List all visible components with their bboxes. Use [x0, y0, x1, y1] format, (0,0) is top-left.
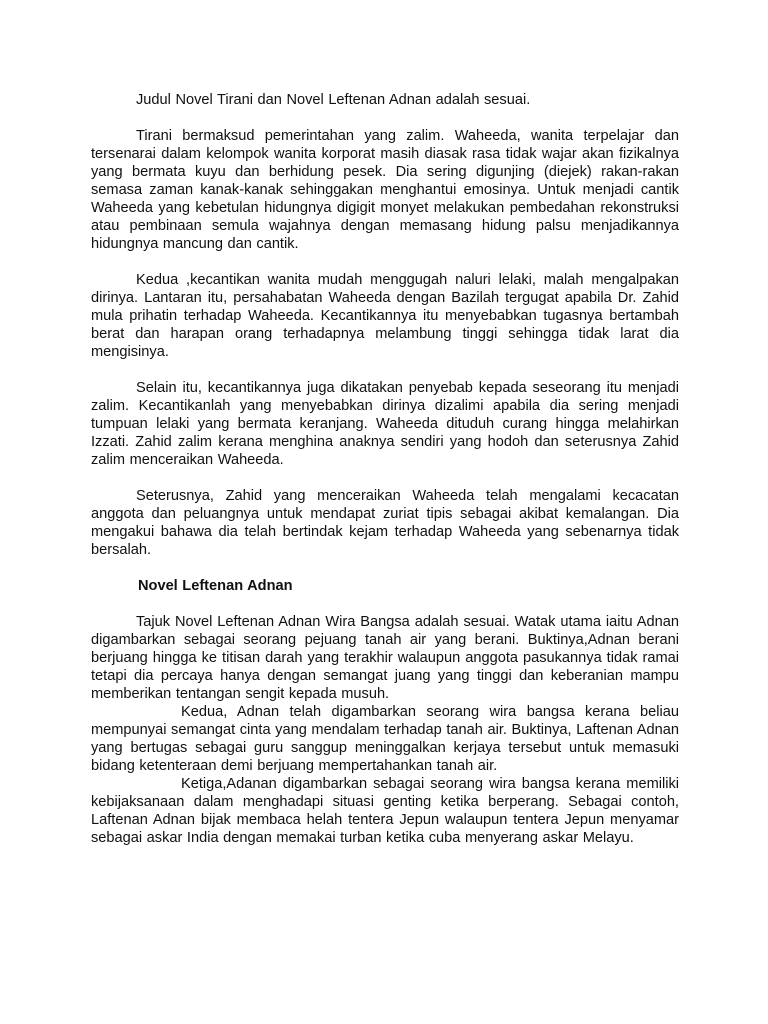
tirani-paragraph-2: Kedua ,kecantikan wanita mudah menggugah naluri lelaki, malah mengalpakan dirinya. Lantaran itu, persahabatan Waheeda dengan Bazilah tergugat apabila Dr. Zahid mula prihatin terhadap Waheeda. Kecantikannya itu menyebabkan tugasnya bertambah berat dan harapan orang terhadapnya melambung tinggi sehingga tidak larat dia mengisinya. — [91, 272, 679, 360]
adnan-paragraph-2: Kedua, Adnan telah digambarkan seorang wira bangsa kerana beliau mempunyai semangat cinta yang mendalam terhadap tanah air. Buktinya, Laftenan Adnan yang bertugas sebagai guru sanggup meninggalkan kerjaya tersebut untuk memasuki bidang ketenteraan demi berjuang mempertahankan tanah air. — [91, 704, 679, 774]
tirani-paragraph-3: Selain itu, kecantikannya juga dikatakan penyebab kepada seseorang itu menjadi zalim. Kecantikanlah yang menyebabkan dirinya dizalimi apabila dia sering menjadi tumpuan lelaki yang bermata keranjang. Waheeda dituduh curang hingga melahirkan Izzati. Zahid zalim kerana menghina anaknya sendiri yang hodoh dan seterusnya Zahid zalim menceraikan Waheeda. — [91, 380, 679, 468]
tirani-paragraph-4: Seterusnya, Zahid yang menceraikan Waheeda telah mengalami kecacatan anggota dan peluangnya untuk mendapat zuriat tipis sebagai akibat kemalangan. Dia mengakui bahawa dia telah bertindak kejam terhadap Waheeda yang sebenarnya tidak bersalah. — [91, 488, 679, 558]
intro-paragraph: Judul Novel Tirani dan Novel Leftenan Adnan adalah sesuai. — [136, 92, 531, 108]
adnan-paragraph-1: Tajuk Novel Leftenan Adnan Wira Bangsa adalah sesuai. Watak utama iaitu Adnan digambarkan sebagai seorang pejuang tanah air yang berani. Buktinya,Adnan berani berjuang hingga ke titisan darah yang terakhir walaupun anggota pasukannya tidak ramai tetapi dia percaya hanya dengan semangat juang yang tinggi dan keberanian mampu memberikan tentangan sengit kepada musuh. — [91, 614, 679, 702]
adnan-paragraph-3: Ketiga,Adanan digambarkan sebagai seorang wira bangsa kerana memiliki kebijaksanaan dalam menghadapi situasi genting ketika berperang. Sebagai contoh, Laftenan Adnan bijak membaca helah tentera Jepun walaupun tentera Jepun menyamar sebagai askar India dengan memakai turban ketika cuba menyerang askar Melayu. — [91, 776, 679, 846]
section-heading: Novel Leftenan Adnan — [138, 578, 293, 594]
tirani-paragraph-1: Tirani bermaksud pemerintahan yang zalim. Waheeda, wanita terpelajar dan tersenarai dalam kelompok wanita korporat masih diasak rasa tidak wajar akan fizikalnya yang bermata kuyu dan berhidung pesek. Dia sering digunjing (diejek) rakan-rakan semasa zaman kanak-kanak sehinggakan menghantui emosinya. Untuk menjadi cantik Waheeda yang kebetulan hidungnya digigit monyet melakukan pembedahan rekonstruksi atau pembinaan semula wajahnya dengan memasang hidung palsu menjadikannya hidungnya mancung dan cantik. — [91, 128, 679, 252]
